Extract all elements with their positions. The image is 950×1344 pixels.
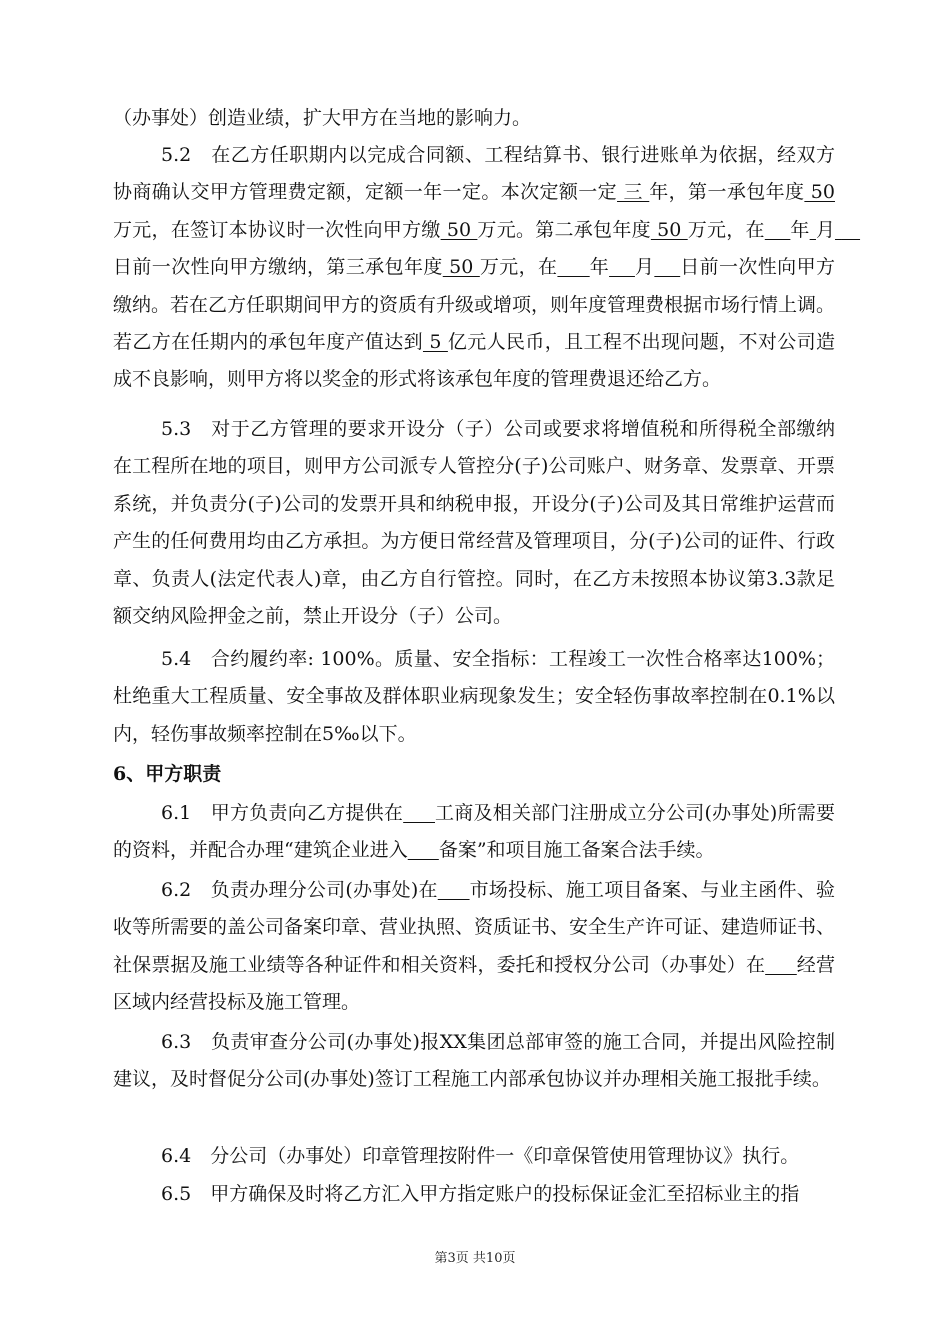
paragraph-5-3: 5.3 对于乙方管理的要求开设分（子）公司或要求将增值税和所得税全部缴纳在工程所在地的项目，则甲方公司派专人管控分(子)公司账户、财务章、发票章、开票系统，并负责分(子)公司的发票开具和纳税申报，开设分(子)公司及其日常维护运营而产生的任何费用均由乙方承担。为方便日常经营及管理项目，分(子)公司的证件、行政章、负责人(法定代表人)章，由乙方自行管控。同时，在乙方未按照本协议第3.3款足额交纳风险押金之前，禁止开设分（子）公司。 — [113, 418, 835, 628]
paragraph-6-4: 6.4 分公司（办事处）印章管理按附件一《印章保管使用管理协议》执行。 — [161, 1145, 800, 1167]
paragraph-continuation: （办事处）创造业绩，扩大甲方在当地的影响力。 — [113, 107, 532, 129]
section-heading-6: 6、甲方职责 — [113, 763, 222, 785]
paragraph-6-1: 6.1 甲方负责向乙方提供在 工商及相关部门注册成立分公司(办事处)所需要的资料，并配合办理“建筑企业进入 备案”和项目施工备案合法手续。 — [113, 802, 835, 862]
paragraph-5-2: 5.2 在乙方任职期内以完成合同额、工程结算书、银行进账单为依据，经双方协商确认交甲方管理费定额，定额一年一定。本次定额一定 三 年，第一承包年度 50 万元，在签订本协议时一次性向甲方缴 50 万元。第二承包年度 50 万元，在 年 月 日前一次性向甲方缴纳，第三承包年度 50 万元，在 年 月 日前一次性向甲方缴纳。若在乙方任职期间甲方的资质有升级或增项，则年度管理费根据市场行情上调。若乙方在任期内的承包年度产值达到 5 亿元人民币，且工程不出现问题，不对公司造成不良影响，则甲方将以奖金的形式将该承包年度的管理费退还给乙方。 — [113, 144, 836, 391]
page-number-footer: 第3页 共10页 — [434, 1251, 516, 1266]
paragraph-6-5: 6.5 甲方确保及时将乙方汇入甲方指定账户的投标保证金汇至招标业主的指 — [161, 1183, 800, 1205]
paragraph-6-3: 6.3 负责审查分公司(办事处)报XX集团总部审签的施工合同，并提出风险控制建议，及时督促分公司(办事处)签订工程施工内部承包协议并办理相关施工报批手续。 — [113, 1031, 835, 1091]
paragraph-6-2: 6.2 负责办理分公司(办事处)在 市场投标、施工项目备案、与业主函件、验收等所需要的盖公司备案印章、营业执照、资质证书、安全生产许可证、建造师证书、社保票据及施工业绩等各种证件和相关资料，委托和授权分公司（办事处）在 经营区域内经营投标及施工管理。 — [113, 879, 836, 1014]
paragraph-5-4: 5.4 合约履约率: 100%。质量、安全指标：工程竣工一次性合格率达100%；杜绝重大工程质量、安全事故及群体职业病现象发生；安全轻伤事故率控制在0.1%以内，轻伤事故频率控制在5‰以下。 — [113, 648, 835, 745]
